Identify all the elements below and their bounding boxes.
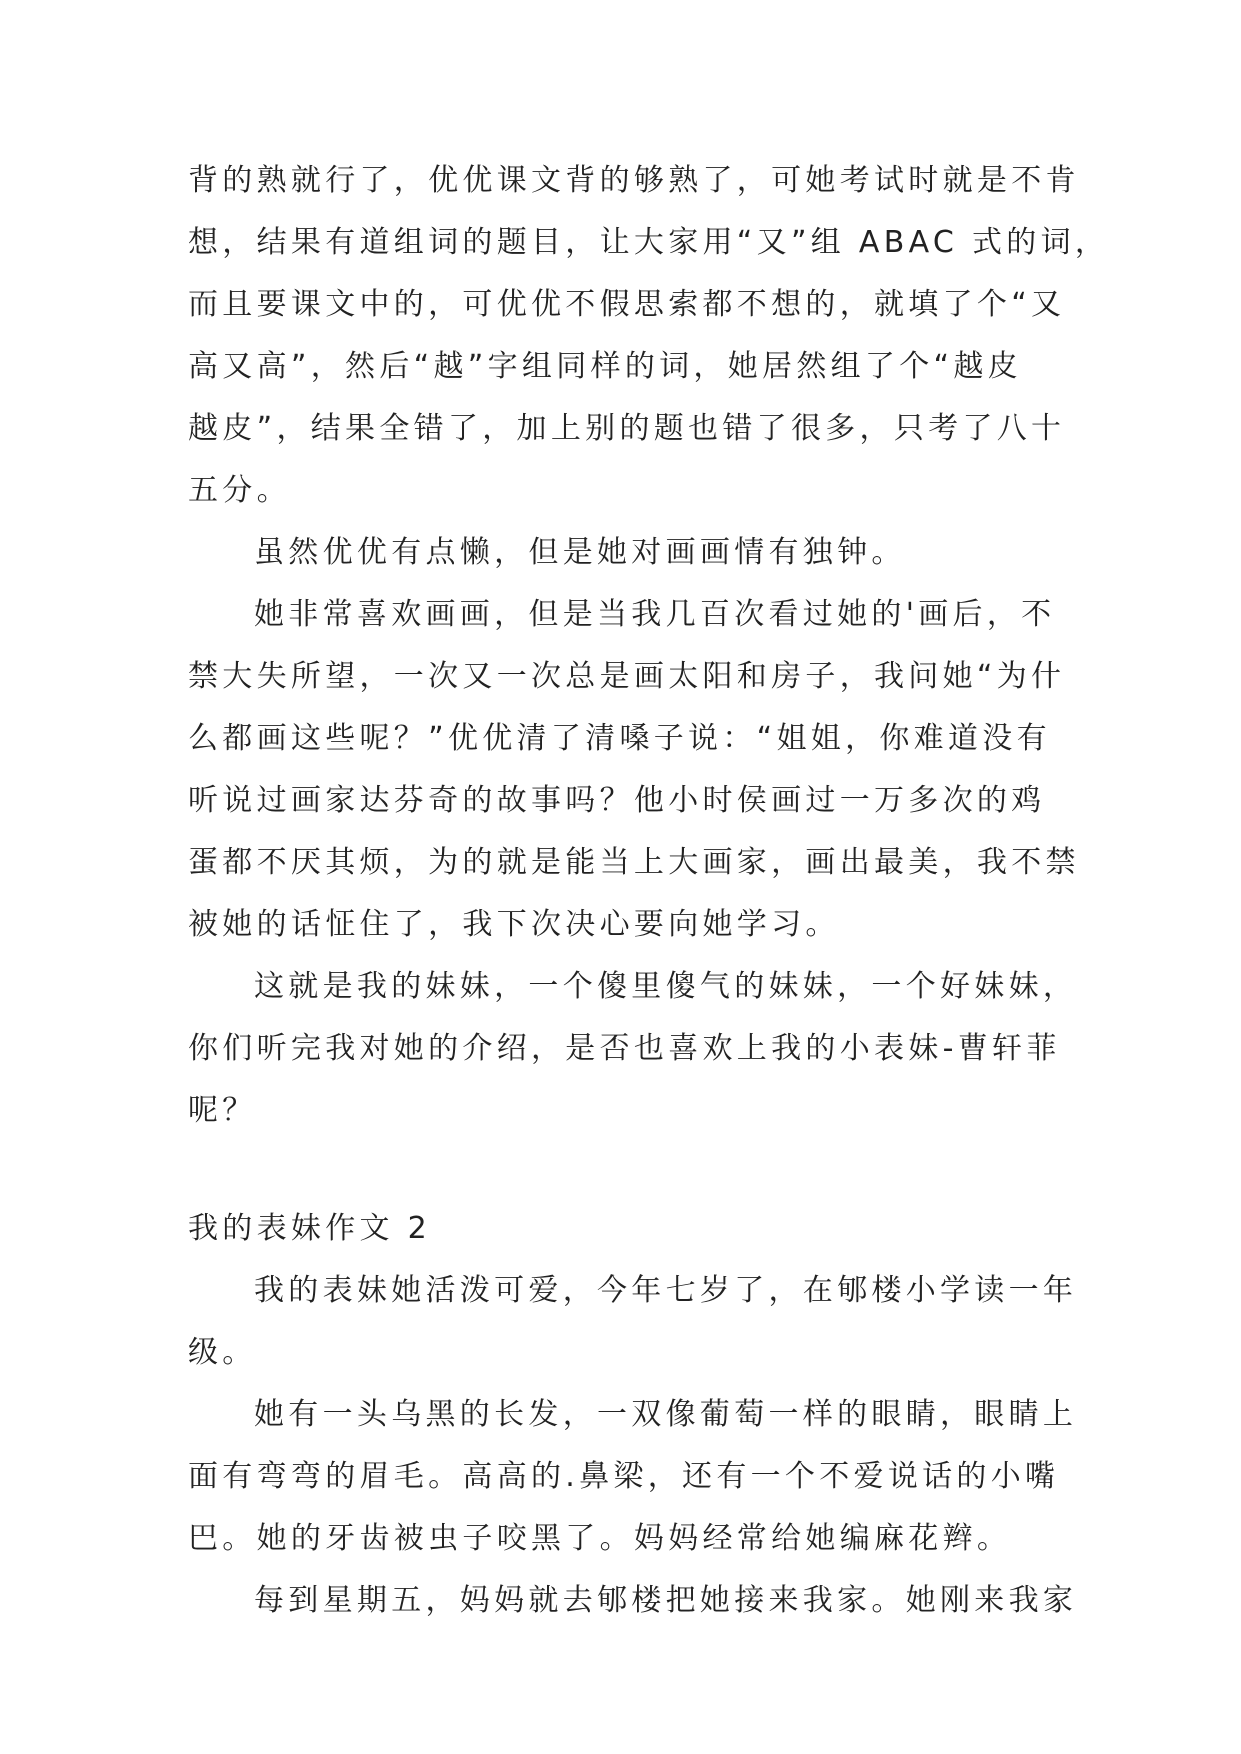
text-line: 巴。她的牙齿被虫子咬黑了。妈妈经常给她编麻花辫。 bbox=[188, 1521, 1012, 1556]
text-line: 想，结果有道组词的题目，让大家用“又”组 ABAC 式的词， bbox=[188, 225, 1110, 260]
text-line: 她有一头乌黑的长发，一双像葡萄一样的眼睛，眼睛上 bbox=[254, 1397, 1078, 1432]
text-line: 而且要课文中的，可优优不假思索都不想的，就填了个“又 bbox=[188, 287, 1066, 322]
paragraph bbox=[188, 150, 1110, 522]
paragraph bbox=[188, 584, 1080, 956]
section-spacer bbox=[188, 1142, 1056, 1198]
document-body bbox=[188, 150, 1110, 1632]
paragraph bbox=[188, 956, 1078, 1142]
section-title: 我的表妹作文 2 bbox=[188, 1211, 432, 1246]
text-line: 我的表妹她活泼可爱，今年七岁了，在郇楼小学读一年 bbox=[254, 1273, 1078, 1308]
text-line: 呢？ bbox=[188, 1093, 257, 1128]
text-line: 被她的话怔住了，我下次决心要向她学习。 bbox=[188, 907, 840, 942]
text-line: 她非常喜欢画画，但是当我几百次看过她的'画后，不 bbox=[254, 597, 1056, 632]
paragraph bbox=[188, 1260, 1078, 1384]
text-line: 这就是我的妹妹，一个傻里傻气的妹妹，一个好妹妹， bbox=[254, 969, 1078, 1004]
text-line: 你们听完我对她的介绍，是否也喜欢上我的小表妹-曹轩菲 bbox=[188, 1031, 1061, 1066]
text-line: 高又高”，然后“越”字组同样的词，她居然组了个“越皮 bbox=[188, 349, 1022, 384]
text-line: 越皮”，结果全错了，加上别的题也错了很多，只考了八十 bbox=[188, 411, 1066, 446]
paragraph bbox=[188, 1570, 1078, 1632]
paragraph bbox=[188, 1384, 1078, 1570]
text-line: 每到星期五，妈妈就去郇楼把她接来我家。她刚来我家 bbox=[254, 1583, 1078, 1618]
text-line: 五分。 bbox=[188, 473, 291, 508]
text-line: 虽然优优有点懒，但是她对画画情有独钟。 bbox=[254, 535, 906, 570]
paragraph bbox=[188, 522, 1056, 584]
text-line: 么都画这些呢？”优优清了清嗓子说：“姐姐，你难道没有 bbox=[188, 721, 1051, 756]
text-line: 禁大失所望，一次又一次总是画太阳和房子，我问她“为什 bbox=[188, 659, 1066, 694]
text-line: 面有弯弯的眉毛。高高的.鼻梁，还有一个不爱说话的小嘴 bbox=[188, 1459, 1060, 1494]
text-line: 背的熟就行了，优优课文背的够熟了，可她考试时就是不肯 bbox=[188, 163, 1080, 198]
text-line: 听说过画家达芬奇的故事吗？他小时侯画过一万多次的鸡 bbox=[188, 783, 1046, 818]
text-line: 蛋都不厌其烦，为的就是能当上大画家，画出最美，我不禁 bbox=[188, 845, 1080, 880]
text-line: 级。 bbox=[188, 1335, 257, 1370]
